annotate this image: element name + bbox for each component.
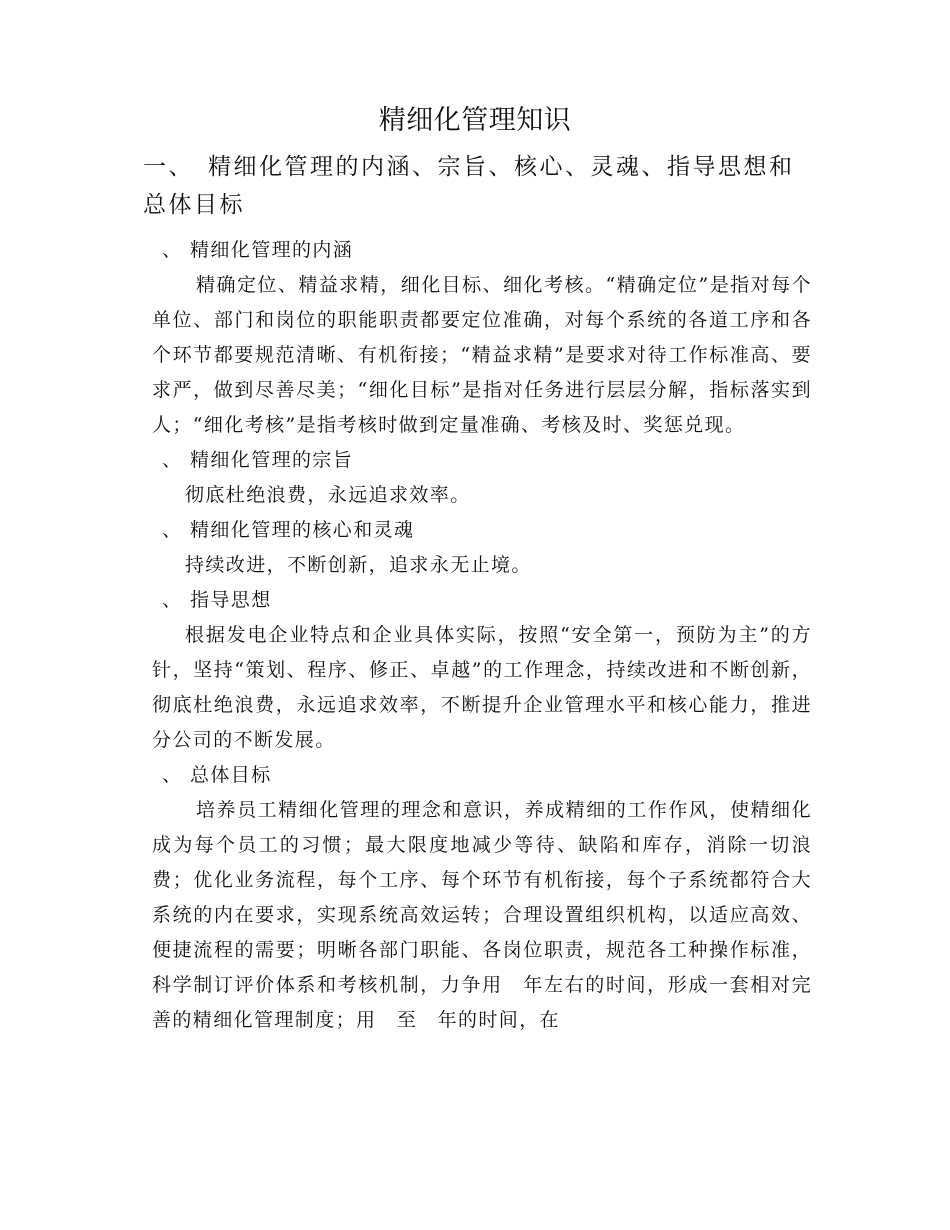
subsection-heading — [152, 513, 812, 548]
paragraph: 根据发电企业特点和企业具体实际，按照“安全第一，预防为主”的方针，坚持“策划、程序、修正、卓越”的工作理念，持续改进和不断创新，彻底杜绝浪费，永远追求效率，不断提升企业管理水平和核心能力，推进分公司的不断发展。 — [152, 624, 812, 751]
paragraph: 持续改进，不断创新，追求永无止境。 — [185, 554, 532, 576]
subsection-heading-text: 精细化管理的内涵 — [190, 239, 354, 261]
subsection-heading-text: 指导思想 — [190, 589, 272, 611]
document-body — [152, 233, 812, 1038]
subsection-marker: 、 — [162, 589, 183, 611]
subsection-marker: 、 — [162, 519, 183, 541]
section-heading-1 — [143, 148, 813, 224]
subsection-heading — [152, 583, 812, 618]
document-title: 精细化管理知识 — [378, 105, 572, 136]
section-heading-text: 精细化管理的内涵、宗旨、核心、灵魂、指导思想和总体目标 — [143, 154, 795, 218]
paragraph: 彻底杜绝浪费，永远追求效率。 — [185, 484, 471, 506]
subsection-heading-text: 精细化管理的核心和灵魂 — [190, 519, 415, 541]
section-number: 一、 — [143, 154, 194, 180]
subsection-heading-text: 精细化管理的宗旨 — [190, 449, 354, 471]
paragraph: 培养员工精细化管理的理念和意识，养成精细的工作作风，使精细化成为每个员工的习惯；最大限度地减少等待、缺陷和库存，消除一切浪费；优化业务流程，每个工序、每个环节有机衔接，每个子系统都符合大系统的内在要求，实现系统高效运转；合理设置组织机构，以适应高效、便捷流程的需要；明晰各部门职能、各岗位职责，规范各工种操作标准，科学制订评价体系和考核机制，力争用 年左右的时间，形成一套相对完善的精细化管理制度；用 至 年的时间，在 — [152, 799, 812, 1031]
subsection-heading-text: 总体目标 — [190, 764, 272, 786]
subsection-marker: 、 — [162, 239, 183, 261]
paragraph: 精确定位、精益求精，细化目标、细化考核。“精确定位”是指对每个单位、部门和岗位的职能职责都要定位准确，对每个系统的各道工序和各个环节都要规范清晰、有机衔接；“精益求精”是要求对待工作标准高、要求严，做到尽善尽美；“细化目标”是指对任务进行层层分解，指标落实到人；“细化考核”是指考核时做到定量准确、考核及时、奖惩兑现。 — [152, 274, 812, 436]
subsection-heading — [152, 758, 812, 793]
subsection-heading — [152, 443, 812, 478]
subsection-marker: 、 — [162, 764, 183, 786]
subsection-marker: 、 — [162, 449, 183, 471]
subsection-heading — [152, 233, 812, 268]
